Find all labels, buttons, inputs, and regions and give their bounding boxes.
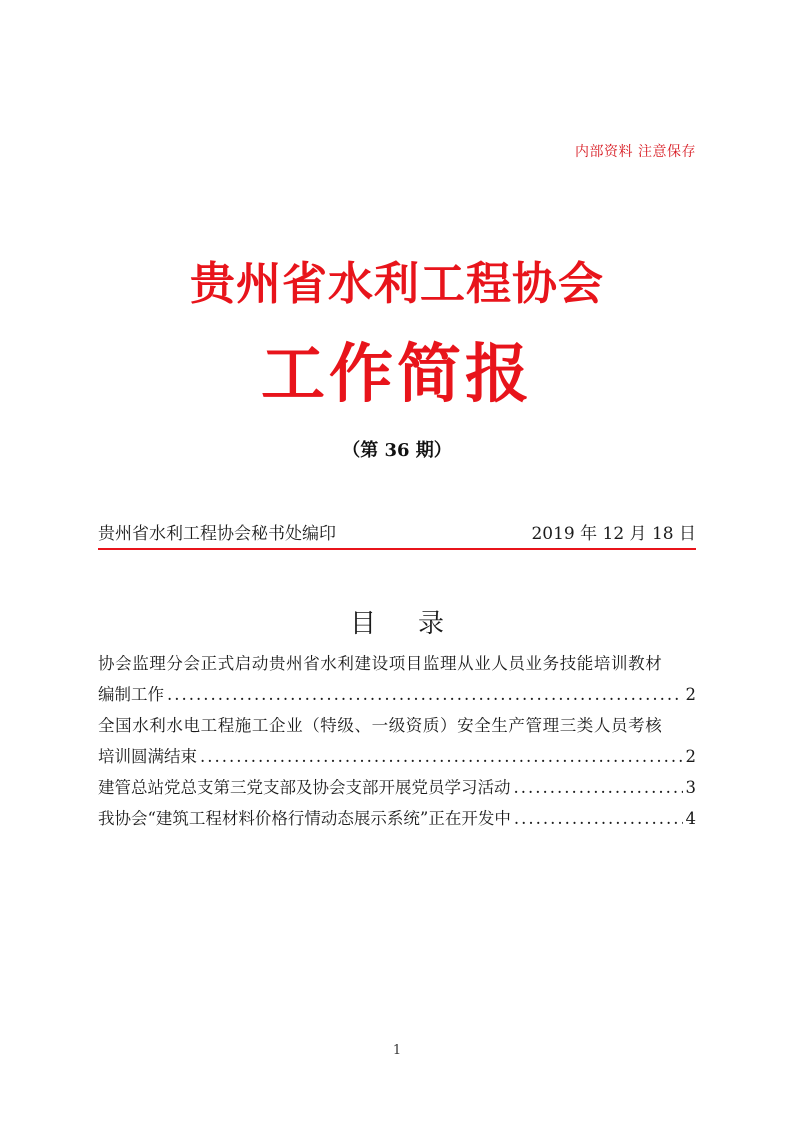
publication-date: 2019 年 12 月 18 日	[531, 524, 696, 544]
toc-entry-line	[98, 772, 696, 803]
toc-entry-title-cont: 编制工作	[98, 685, 164, 704]
table-of-contents	[98, 648, 696, 834]
newsletter-title: 工作简报	[261, 337, 533, 412]
toc-entry-line	[98, 679, 696, 710]
toc-entry[interactable]	[98, 710, 696, 772]
dot-leader	[514, 803, 683, 834]
page-number: 1	[392, 1043, 402, 1058]
red-divider-line	[98, 548, 696, 550]
toc-entry-page: 2	[685, 747, 696, 766]
dot-leader	[167, 679, 683, 710]
toc-heading	[0, 606, 794, 642]
issue-number: （第 36 期）	[342, 440, 452, 461]
toc-entry-title-cont: 培训圆满结束	[98, 747, 197, 766]
toc-entry-title: 建管总站党总支第三党支部及协会支部开展党员学习活动	[98, 778, 511, 797]
confidential-notice: 内部资料 注意保存	[575, 144, 696, 160]
toc-entry-page: 4	[685, 809, 696, 828]
dot-leader	[514, 772, 683, 803]
toc-entry-line	[98, 741, 696, 772]
organization-title: 贵州省水利工程协会	[189, 257, 604, 310]
toc-entry[interactable]	[98, 648, 696, 710]
publication-info	[98, 522, 696, 546]
toc-entry-page: 3	[685, 778, 696, 797]
toc-heading-char-1: 目	[349, 609, 376, 639]
toc-heading-char-2: 录	[418, 609, 445, 639]
toc-entry-page: 2	[685, 685, 696, 704]
publisher: 贵州省水利工程协会秘书处编印	[98, 524, 336, 544]
toc-entry-title: 我协会“建筑工程材料价格行情动态展示系统”正在开发中	[98, 809, 511, 828]
toc-entry[interactable]	[98, 803, 696, 834]
toc-entry[interactable]	[98, 772, 696, 803]
dot-leader	[200, 741, 683, 772]
toc-entry-title: 协会监理分会正式启动贵州省水利建设项目监理从业人员业务技能培训教材	[98, 654, 663, 673]
toc-entry-title: 全国水利水电工程施工企业（特级、一级资质）安全生产管理三类人员考核	[98, 716, 663, 735]
toc-entry-line	[98, 803, 696, 834]
